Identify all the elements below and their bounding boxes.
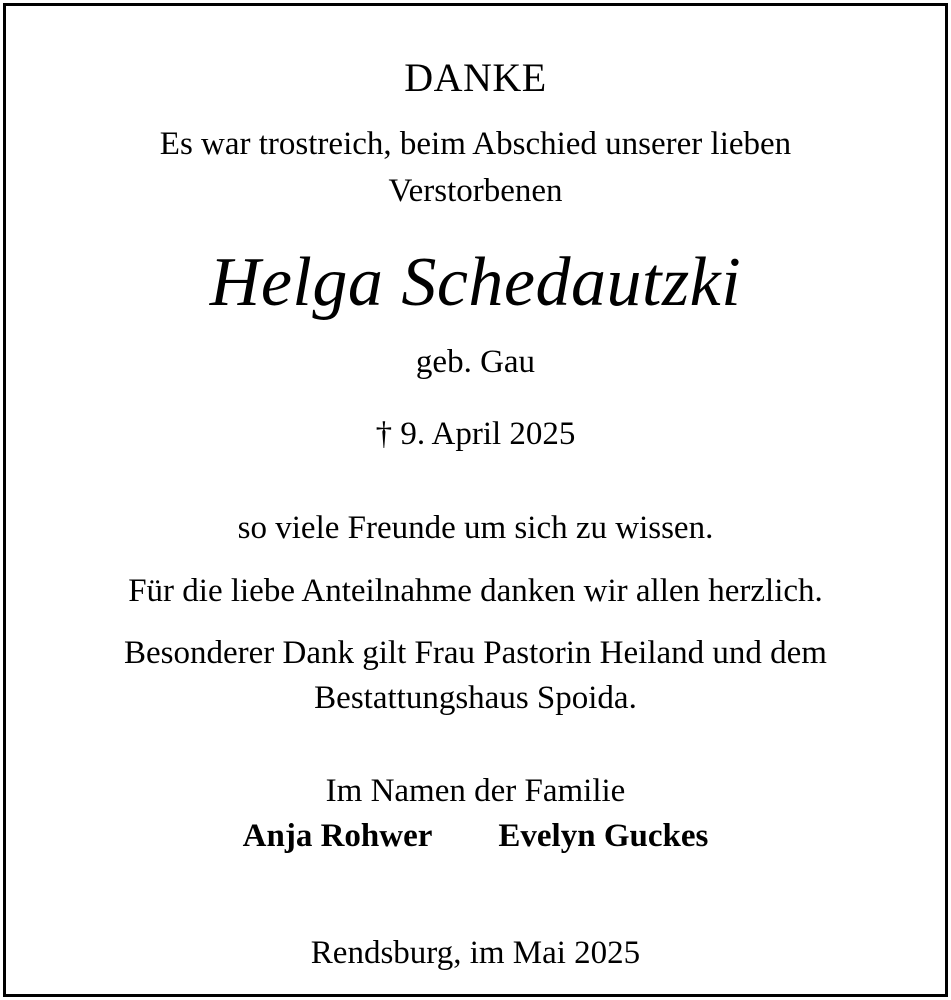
- text-line-3: Besonderer Dank gilt Frau Pastorin Heiland und dem: [124, 635, 827, 671]
- place-date: Rendsburg, im Mai 2025: [310, 935, 641, 971]
- text-line-4: Bestattungshaus Spoida.: [314, 680, 637, 716]
- family-line: Im Namen der Familie: [325, 773, 626, 809]
- signer-1: Anja Rohwer: [242, 818, 433, 854]
- deceased-name: Helga Schedautzki: [209, 244, 742, 321]
- intro-line-2: Verstorbenen: [388, 173, 563, 209]
- signers: [0, 820, 951, 853]
- signer-2: Evelyn Guckes: [498, 818, 709, 854]
- death-date: † 9. April 2025: [375, 416, 576, 452]
- text-line-1: so viele Freunde um sich zu wissen.: [237, 510, 714, 546]
- notice-title: DANKE: [404, 55, 547, 100]
- maiden-name: geb. Gau: [415, 344, 536, 380]
- intro-line-1: Es war trostreich, beim Abschied unserer lieben: [159, 126, 792, 162]
- text-line-2: Für die liebe Anteilnahme danken wir allen herzlich.: [128, 573, 823, 609]
